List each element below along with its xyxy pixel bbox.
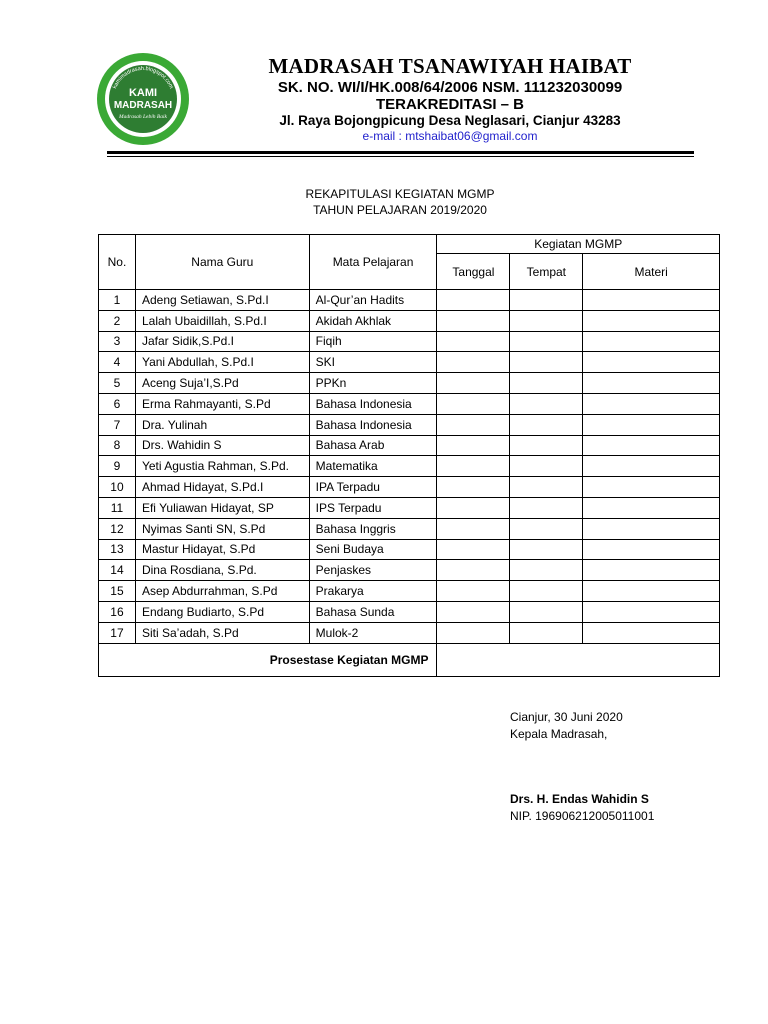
header-date: Tanggal <box>437 254 510 290</box>
table-row <box>99 477 720 498</box>
school-name: MADRASAH TSANAWIYAH HAIBAT <box>268 54 632 78</box>
cell-date <box>437 290 510 311</box>
school-logo <box>96 52 190 146</box>
cell-place <box>510 393 583 414</box>
cell-no: 4 <box>99 352 136 373</box>
footer-label: Prosestase Kegiatan MGMP <box>99 643 437 676</box>
cell-subject: Akidah Akhlak <box>309 310 437 331</box>
cell-no: 7 <box>99 414 136 435</box>
cell-no: 1 <box>99 290 136 311</box>
cell-subject: Bahasa Inggris <box>309 518 437 539</box>
cell-date <box>437 539 510 560</box>
cell-subject: IPA Terpadu <box>309 477 437 498</box>
cell-no: 11 <box>99 497 136 518</box>
table-row <box>99 518 720 539</box>
cell-subject: Seni Budaya <box>309 539 437 560</box>
cell-place <box>510 477 583 498</box>
cell-date <box>437 393 510 414</box>
cell-no: 14 <box>99 560 136 581</box>
cell-name: Siti Sa’adah, S.Pd <box>135 622 309 643</box>
cell-material <box>583 414 720 435</box>
header-no: No. <box>99 235 136 290</box>
document-subtitle: TAHUN PELAJARAN 2019/2020 <box>313 203 487 217</box>
cell-material <box>583 310 720 331</box>
table-row <box>99 539 720 560</box>
cell-no: 17 <box>99 622 136 643</box>
cell-date <box>437 414 510 435</box>
cell-place <box>510 539 583 560</box>
table-row <box>99 414 720 435</box>
cell-place <box>510 352 583 373</box>
cell-material <box>583 497 720 518</box>
cell-material <box>583 560 720 581</box>
cell-material <box>583 373 720 394</box>
cell-place <box>510 290 583 311</box>
table-row <box>99 497 720 518</box>
cell-place <box>510 518 583 539</box>
cell-material <box>583 518 720 539</box>
cell-name: Efi Yuliawan Hidayat, SP <box>135 497 309 518</box>
cell-name: Nyimas Santi SN, S.Pd <box>135 518 309 539</box>
logo-line1: KAMI <box>128 87 158 99</box>
cell-no: 3 <box>99 331 136 352</box>
cell-name: Yani Abdullah, S.Pd.I <box>135 352 309 373</box>
cell-name: Drs. Wahidin S <box>135 435 309 456</box>
cell-name: Mastur Hidayat, S.Pd <box>135 539 309 560</box>
cell-material <box>583 477 720 498</box>
header-name: Nama Guru <box>135 235 309 290</box>
cell-material <box>583 601 720 622</box>
cell-no: 15 <box>99 581 136 602</box>
cell-place <box>510 373 583 394</box>
table-row <box>99 601 720 622</box>
cell-material <box>583 393 720 414</box>
table-row <box>99 581 720 602</box>
sk-number: SK. NO. WI/I/HK.008/64/2006 NSM. 111232030099 <box>277 79 623 96</box>
table-row <box>99 331 720 352</box>
cell-name: Adeng Setiawan, S.Pd.I <box>135 290 309 311</box>
table-row <box>99 352 720 373</box>
cell-material <box>583 290 720 311</box>
cell-place <box>510 581 583 602</box>
table-row <box>99 622 720 643</box>
cell-material <box>583 435 720 456</box>
cell-no: 6 <box>99 393 136 414</box>
logo-line2: MADRASAH <box>113 100 173 111</box>
cell-subject: Bahasa Sunda <box>309 601 437 622</box>
cell-subject: Bahasa Indonesia <box>309 414 437 435</box>
cell-place <box>510 310 583 331</box>
cell-date <box>437 435 510 456</box>
cell-date <box>437 581 510 602</box>
school-email: e-mail : mtshaibat06@gmail.com <box>362 129 538 143</box>
cell-name: Dina Rosdiana, S.Pd. <box>135 560 309 581</box>
table-row <box>99 560 720 581</box>
table-row <box>99 393 720 414</box>
cell-no: 2 <box>99 310 136 331</box>
table-row <box>99 456 720 477</box>
cell-date <box>437 331 510 352</box>
cell-name: Yeti Agustia Rahman, S.Pd. <box>135 456 309 477</box>
accreditation: TERAKREDITASI – B <box>375 96 525 113</box>
cell-place <box>510 331 583 352</box>
letterhead-rule-thick <box>107 151 694 154</box>
cell-date <box>437 352 510 373</box>
document-title: REKAPITULASI KEGIATAN MGMP <box>305 187 495 201</box>
cell-date <box>437 373 510 394</box>
cell-no: 5 <box>99 373 136 394</box>
signature-position: Kepala Madrasah, <box>510 727 608 741</box>
cell-name: Dra. Yulinah <box>135 414 309 435</box>
cell-date <box>437 477 510 498</box>
cell-name: Aceng Suja’I,S.Pd <box>135 373 309 394</box>
cell-name: Jafar Sidik,S.Pd.I <box>135 331 309 352</box>
signature-nip: NIP. 196906212005011001 <box>510 809 655 823</box>
cell-material <box>583 539 720 560</box>
cell-place <box>510 414 583 435</box>
cell-date <box>437 456 510 477</box>
cell-name: Endang Budiarto, S.Pd <box>135 601 309 622</box>
mgmp-table <box>98 234 720 677</box>
cell-subject: Prakarya <box>309 581 437 602</box>
cell-place <box>510 497 583 518</box>
cell-no: 10 <box>99 477 136 498</box>
cell-material <box>583 581 720 602</box>
cell-subject: Bahasa Arab <box>309 435 437 456</box>
cell-place <box>510 601 583 622</box>
cell-place <box>510 435 583 456</box>
table-row <box>99 290 720 311</box>
cell-date <box>437 560 510 581</box>
cell-subject: Penjaskes <box>309 560 437 581</box>
signature-place-date: Cianjur, 30 Juni 2020 <box>510 710 623 724</box>
cell-date <box>437 497 510 518</box>
cell-subject: IPS Terpadu <box>309 497 437 518</box>
school-address: Jl. Raya Bojongpicung Desa Neglasari, Cianjur 43283 <box>279 113 621 128</box>
cell-material <box>583 352 720 373</box>
cell-date <box>437 310 510 331</box>
cell-no: 13 <box>99 539 136 560</box>
cell-date <box>437 601 510 622</box>
signature-name: Drs. H. Endas Wahidin S <box>510 792 649 806</box>
cell-material <box>583 331 720 352</box>
footer-value <box>437 643 720 676</box>
table-row <box>99 310 720 331</box>
header-material: Materi <box>583 254 720 290</box>
cell-subject: PPKn <box>309 373 437 394</box>
cell-material <box>583 456 720 477</box>
cell-subject: Matematika <box>309 456 437 477</box>
cell-name: Lalah Ubaidillah, S.Pd.I <box>135 310 309 331</box>
cell-no: 9 <box>99 456 136 477</box>
cell-date <box>437 622 510 643</box>
cell-name: Ahmad Hidayat, S.Pd.I <box>135 477 309 498</box>
cell-subject: Bahasa Indonesia <box>309 393 437 414</box>
cell-no: 16 <box>99 601 136 622</box>
cell-subject: Mulok-2 <box>309 622 437 643</box>
table-row <box>99 435 720 456</box>
cell-name: Erma Rahmayanti, S.Pd <box>135 393 309 414</box>
header-subject: Mata Pelajaran <box>309 235 437 290</box>
cell-place <box>510 560 583 581</box>
logo-tagline: Madrasah Lebih Baik <box>119 114 167 120</box>
cell-subject: SKI <box>309 352 437 373</box>
cell-name: Asep Abdurrahman, S.Pd <box>135 581 309 602</box>
logo-arc-text: kamimadrasah.blogspot.com <box>112 65 174 90</box>
letterhead-rule-thin <box>107 156 694 157</box>
cell-place <box>510 622 583 643</box>
cell-no: 8 <box>99 435 136 456</box>
cell-material <box>583 622 720 643</box>
header-place: Tempat <box>510 254 583 290</box>
cell-subject: Fiqih <box>309 331 437 352</box>
cell-no: 12 <box>99 518 136 539</box>
logo-inner-disc <box>109 65 177 133</box>
header-activity-group: Kegiatan MGMP <box>437 235 720 254</box>
table-row <box>99 373 720 394</box>
cell-place <box>510 456 583 477</box>
cell-subject: Al-Qur’an Hadits <box>309 290 437 311</box>
cell-date <box>437 518 510 539</box>
